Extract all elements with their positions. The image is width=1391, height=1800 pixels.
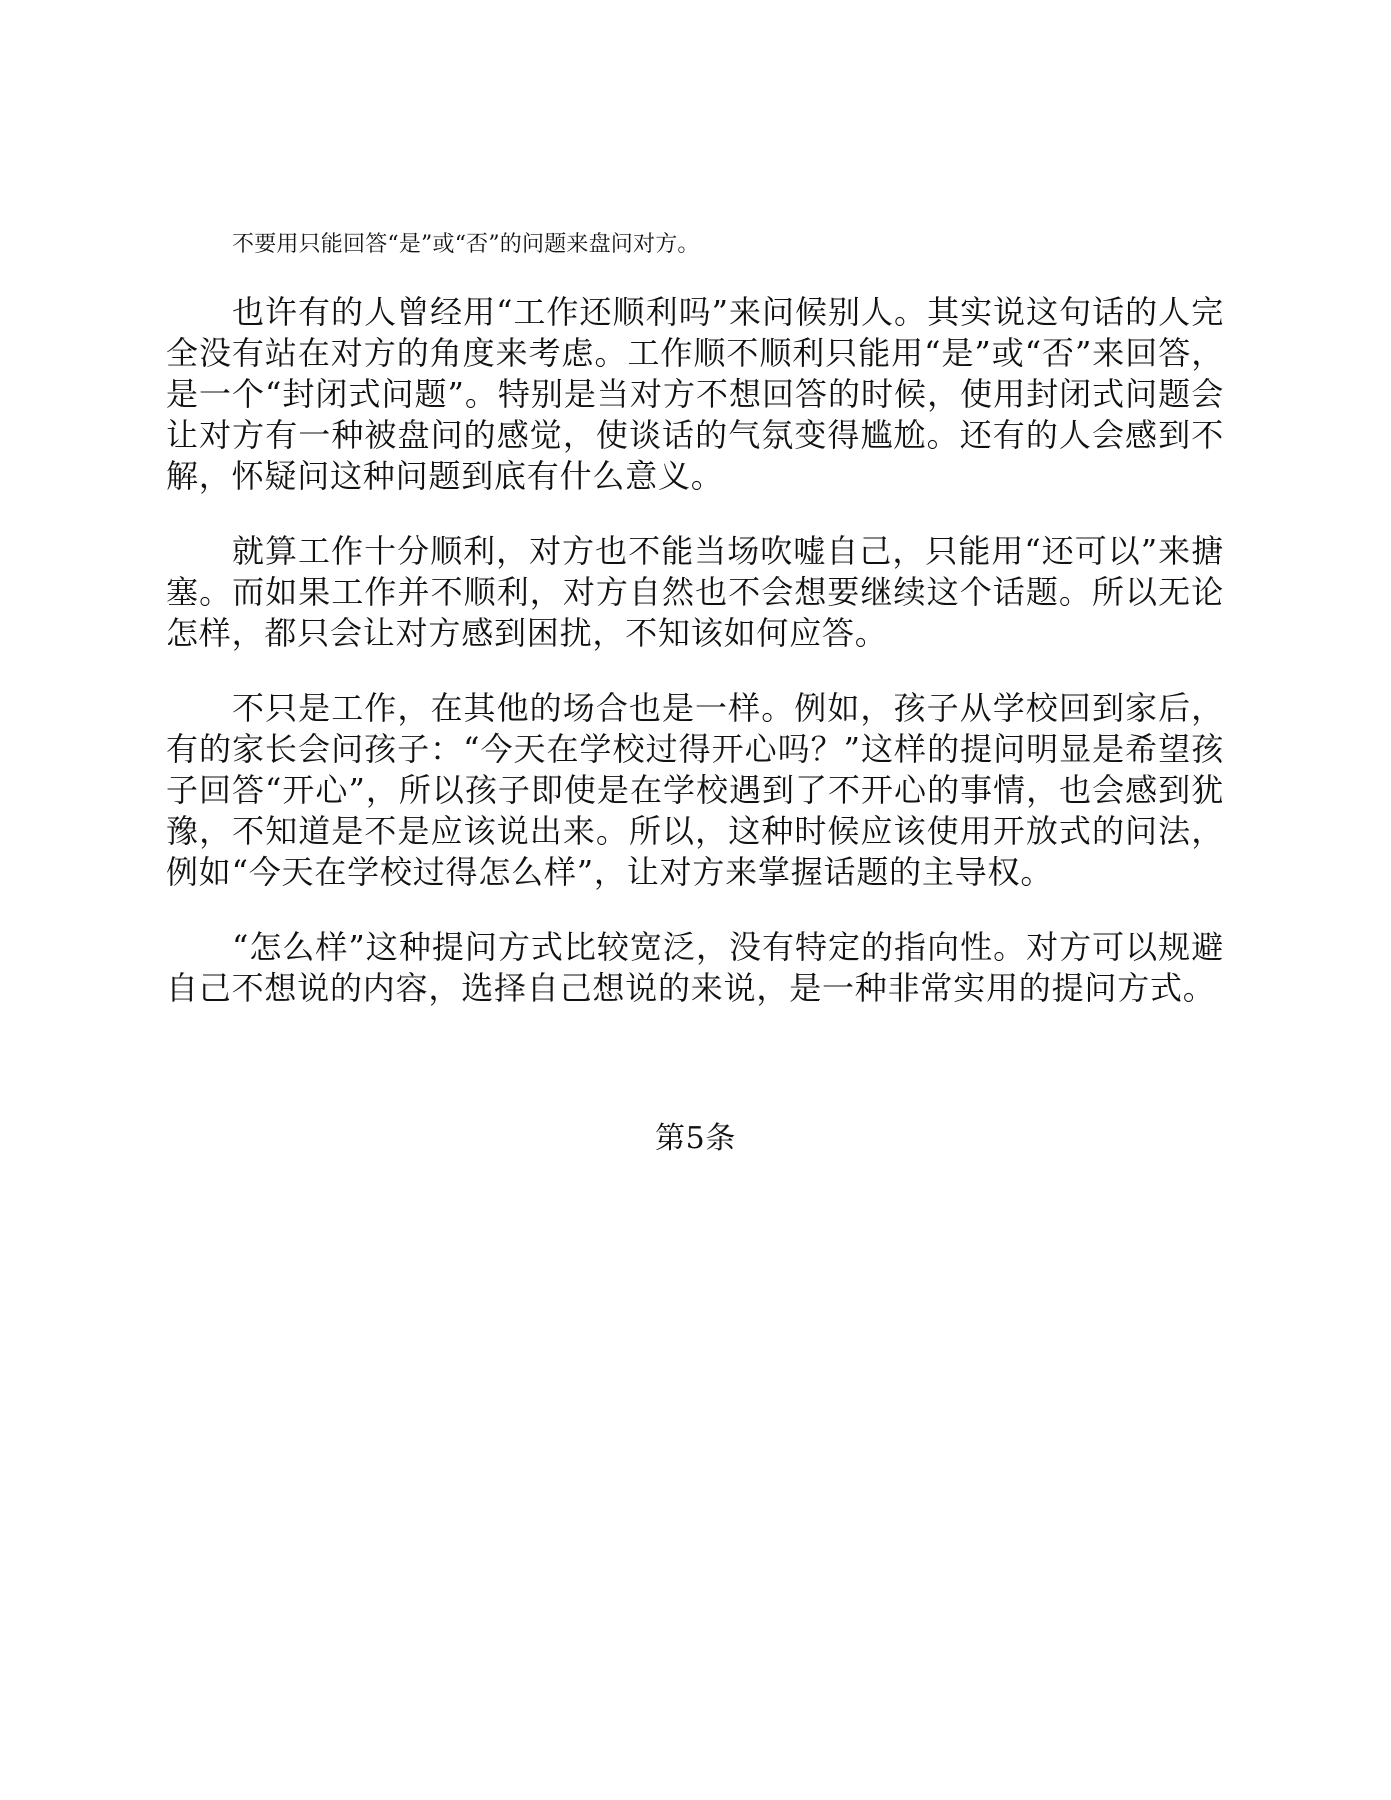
body-text <box>166 292 1224 1043</box>
article-number-heading: 第5条 <box>655 1121 736 1156</box>
paragraph-2: 就算工作十分顺利，对方也不能当场吹嘘自己，只能用“还可以”来搪塞。而如果工作并不顺利，对方自然也不会想要继续这个话题。所以无论怎样，都只会让对方感到困扰，不知该如何应答。 <box>166 532 1224 652</box>
section-subtitle: 不要用只能回答“是”或“否”的问题来盘问对方。 <box>232 232 700 257</box>
paragraph-4: “怎么样”这种提问方式比较宽泛，没有特定的指向性。对方可以规避自己不想说的内容，选择自己想说的来说，是一种非常实用的提问方式。 <box>166 928 1224 1007</box>
paragraph-3: 不只是工作，在其他的场合也是一样。例如，孩子从学校回到家后，有的家长会问孩子：“今天在学校过得开心吗？”这样的提问明显是希望孩子回答“开心”，所以孩子即使是在学校遇到了不开心的事情，也会感到犹豫，不知道是不是应该说出来。所以，这种时候应该使用开放式的问法，例如“今天在学校过得怎么样”，让对方来掌握话题的主导权。 <box>166 689 1224 891</box>
paragraph-1: 也许有的人曾经用“工作还顺利吗”来问候别人。其实说这句话的人完全没有站在对方的角度来考虑。工作顺不顺利只能用“是”或“否”来回答，是一个“封闭式问题”。特别是当对方不想回答的时候，使用封闭式问题会让对方有一种被盘问的感觉，使谈话的气氛变得尴尬。还有的人会感到不解，怀疑问这种问题到底有什么意义。 <box>166 293 1224 495</box>
